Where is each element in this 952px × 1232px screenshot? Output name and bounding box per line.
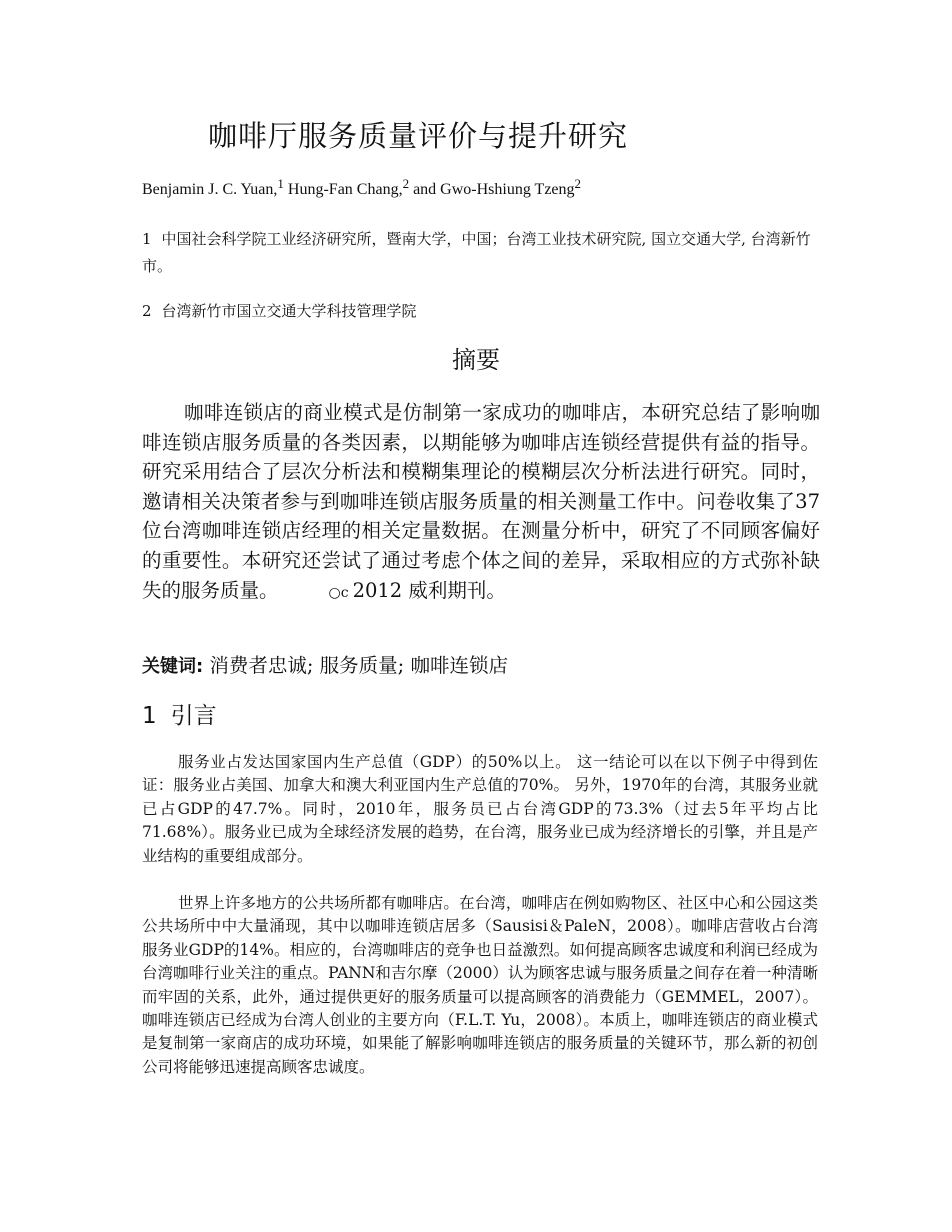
affiliation-text: 台湾新竹市国立交通大学科技管理学院 — [161, 302, 417, 320]
author-line — [142, 178, 581, 202]
author-name: Hung-Fan Chang, — [283, 181, 403, 198]
affiliation-number: 2 — [142, 302, 152, 320]
abstract-text: 咖啡连锁店的商业模式是仿制第一家成功的咖啡店，本研究总结了影响咖啡连锁店服务质量的各类因素，以期能够为咖啡店连锁经营提供有益的指导。研究采用结合了层次分析法和模糊集理论的模糊层次分析法进行研究。同时，邀请相关决策者参与到咖啡连锁店服务质量的相关测量工作中。问卷收集了37位台湾咖啡连锁店经理的相关定量数据。在测量分析中，研究了不同顾客偏好的重要性。本研究还尝试了通过考虑个体之间的差异，采取相应的方式弥补缺失的服务质量。 — [142, 401, 820, 602]
affiliation-1 — [142, 226, 818, 280]
keywords-text: 消费者忠诚; 服务质量; 咖啡连锁店 — [203, 654, 508, 677]
paper-title: 咖啡厅服务质量评价与提升研究 — [208, 119, 629, 153]
keywords-label: 关键词: — [142, 656, 204, 677]
body-paragraph: 世界上许多地方的公共场所都有咖啡店。在台湾，咖啡店在例如购物区、社区中心和公园这类公共场所中中大量涌现，其中以咖啡连锁店居多（Sausisi＆PaleN，2008）。咖啡店营收占台湾服务业GDP的14%。相应的，台湾咖啡店的竞争也日益激烈。如何提高顾客忠诚度和利润已经成为台湾咖啡行业关注的重点。PANN和吉尔摩（2000）认为顾客忠诚与服务质量之间存在着一种清晰而牢固的关系，此外，通过提供更好的服务质量可以提高顾客的消费能力（GEMMEL，2007）。咖啡连锁店已经成为台湾人创业的主要方向（F.L.T. Yu，2008）。本质上，咖啡连锁店的商业模式是复制第一家商店的成功环境，如果能了解影响咖啡连锁店的服务质量的关键环节，那么新的初创公司将能够迅速提高顾客忠诚度。 — [142, 894, 818, 1076]
section-number: 1 — [142, 703, 157, 729]
keywords — [142, 652, 508, 681]
affiliation-2 — [142, 298, 818, 325]
author-name: and Gwo-Hshiung Tzeng — [409, 181, 575, 198]
abstract-heading: 摘要 — [452, 346, 500, 374]
affiliation-number: 1 — [142, 230, 152, 248]
author-affiliation-marker: 2 — [574, 176, 582, 191]
section-title: 引言 — [170, 703, 217, 729]
author-affiliation-marker: 2 — [402, 176, 410, 191]
body-paragraph: 服务业占发达国家国内生产总值（GDP）的50%以上。 这一结论可以在以下例子中得到佐证：服务业占美国、加拿大和澳大利亚国内生产总值的70%。 另外，1970年的台湾，其服务业就已占GDP的47.7%。同时，2010年，服务员已占台湾GDP的73.3%（过去5年平均占比71.68%）。服务业已成为全球经济发展的趋势，在台湾，服务业已成为经济增长的引擎，并且是产业结构的重要组成部分。 — [142, 753, 818, 865]
author-affiliation-marker: 1 — [277, 176, 284, 191]
section-heading-introduction — [142, 700, 217, 732]
copyright-text: 2012 威利期刊。 — [352, 578, 506, 602]
copyright-icon: ○c — [328, 584, 349, 601]
abstract-body — [142, 398, 820, 608]
affiliation-text: 中国社会科学院工业经济研究所，暨南大学，中国；台湾工业技术研究院, 国立交通大学, 台湾新竹市。 — [142, 230, 811, 275]
author-name: Benjamin J. C. Yuan, — [142, 181, 278, 198]
